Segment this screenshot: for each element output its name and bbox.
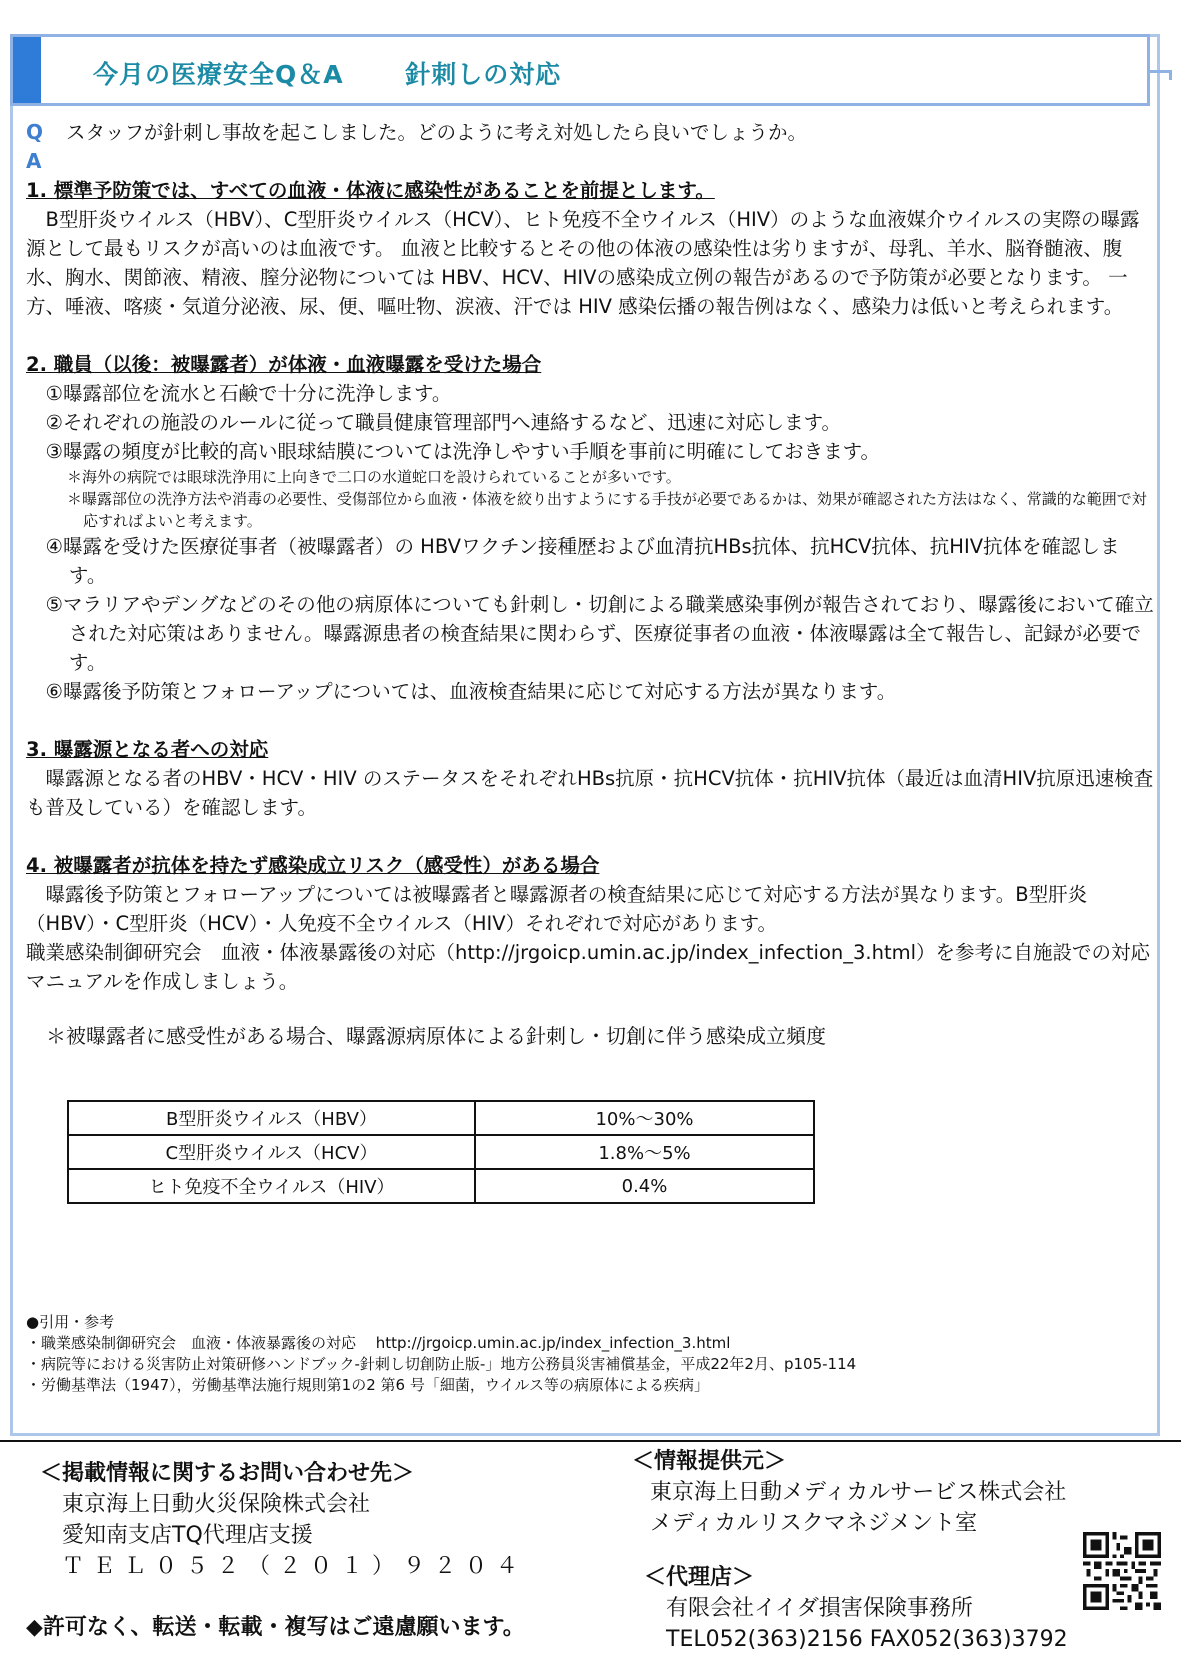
provider-company: 東京海上日動メディカルサービス株式会社 — [650, 1480, 1067, 1505]
title-banner — [10, 34, 1150, 106]
provider-dept: メディカルリスクマネジメント室 — [650, 1511, 978, 1536]
section-4-title: 4. 被曝露者が抗体を持たず感染成立リスク（感受性）がある場合 — [26, 854, 600, 877]
section-2-item-6: ⑥曝露後予防策とフォローアップについては、血液検査結果に応じて対応する方法が異なります。 — [45, 680, 897, 703]
section-2-item-2: ②それぞれの施設のルールに従って職員健康管理部門へ連絡するなど、迅速に対応します。 — [45, 411, 842, 434]
section-4 — [26, 851, 1156, 1051]
agency-name: 有限会社イイダ損害保険事務所 — [666, 1596, 973, 1621]
section-2 — [26, 350, 1156, 706]
infection-rate-table — [67, 1100, 815, 1204]
provider-heading: ＜情報提供元＞ — [632, 1449, 787, 1474]
section-4-body: 曝露後予防策とフォローアップについては被曝露者と曝露源者の検査結果に応じて対応する方法が異なります。B型肝炎（HBV）・C型肝炎（HCV）・人免疫不全ウイルス（HIV）それぞれで対応があります。 — [26, 883, 1088, 935]
table-cell-virus: C型肝炎ウイルス（HCV） — [68, 1135, 475, 1169]
section-3-body: 曝露源となる者のHBV・HCV・HIV のステータスをそれぞれHBs抗原・抗HCV抗体・抗HIV抗体（最近は血清HIV抗原迅速検査も普及している）を確認します。 — [26, 767, 1154, 819]
copy-warning: ◆許可なく、転送・転載・複写はご遠慮願います。 — [26, 1615, 525, 1640]
section-2-note-1: ＊海外の病院では眼球洗浄用に上向きで二口の水道蛇口を設けられていることが多いです。 — [67, 468, 681, 486]
section-2-item-4: ④曝露を受けた医療従事者（被曝露者）の HBVワクチン接種歴および血清抗HBs抗体、抗HCV抗体、抗HIV抗体を確認します。 — [45, 535, 1120, 587]
agency-heading: ＜代理店＞ — [644, 1565, 755, 1590]
reference-item: ・労働基準法（1947），労働基準法施行規則第1の2 第6 号「細菌，ウイルス等の病原体による疾病」 — [26, 1376, 709, 1394]
title-corner-tick — [1169, 70, 1172, 80]
section-4-body-2: 職業感染制御研究会 血液・体液暴露後の対応（http://jrgoicp.umin.ac.jp/index_infection_3.html）を参考に自施設での対応マニュアルを作成しましょう。 — [26, 941, 1151, 993]
question-line — [26, 118, 1156, 147]
section-2-note-2: ＊曝露部位の洗浄方法や消毒の必要性、受傷部位から血液・体液を絞り出すようにする手技が必要であるかは、効果が確認された方法はなく、常識的な範囲で対応すればよいと考えます。 — [67, 490, 1147, 530]
question-text: スタッフが針刺し事故を起こしました。どのように考え対処したら良いでしょうか。 — [66, 121, 808, 144]
section-3-title: 3. 曝露源となる者への対応 — [26, 738, 269, 761]
provider-block — [632, 1446, 1066, 1539]
footer-divider — [0, 1440, 1181, 1442]
reference-item: ・病院等における災害防止対策研修ハンドブック-針刺し切創防止版-」地方公務員災害補償基金，平成22年2月、p105-114 — [26, 1355, 857, 1373]
agency-block — [644, 1562, 1068, 1655]
table-caption: ＊被曝露者に感受性がある場合、曝露源病原体による針刺し・切創に伴う感染成立頻度 — [46, 1024, 826, 1048]
section-2-item-1: ①曝露部位を流水と石鹸で十分に洗浄します。 — [45, 382, 452, 405]
answer-mark: A — [26, 149, 42, 173]
reference-item: ・職業感染制御研究会 血液・体液暴露後の対応 http://jrgoicp.umin.ac.jp/index_infection_3.html — [26, 1334, 731, 1352]
table-cell-rate: 1.8%～5% — [475, 1135, 814, 1169]
references-heading: ●引用・参考 — [26, 1313, 115, 1331]
section-1-title: 1. 標準予防策では、すべての血液・体液に感染性があることを前提とします。 — [26, 179, 715, 202]
contact-branch: 愛知南支店TQ代理店支援 — [62, 1523, 313, 1548]
section-3 — [26, 735, 1156, 822]
main-content — [26, 118, 1156, 1051]
table-row — [68, 1169, 814, 1203]
agency-tel: TEL052(363)2156 FAX052(363)3792 — [666, 1627, 1068, 1652]
contact-block — [40, 1458, 527, 1582]
section-2-item-3: ③曝露の頻度が比較的高い眼球結膜については洗浄しやすい手順を事前に明確にしておきます。 — [45, 440, 881, 463]
page-title: 今月の医療安全Q＆A 針刺しの対応 — [93, 60, 562, 89]
section-2-title: 2. 職員（以後：被曝露者）が体液・血液曝露を受けた場合 — [26, 353, 542, 376]
table-row — [68, 1101, 814, 1135]
contact-heading: ＜掲載情報に関するお問い合わせ先＞ — [40, 1461, 415, 1486]
table-row — [68, 1135, 814, 1169]
references — [26, 1312, 856, 1396]
table-cell-rate: 0.4% — [475, 1169, 814, 1203]
contact-company: 東京海上日動火災保険株式会社 — [62, 1492, 371, 1517]
contact-tel: ＴＥＬ０５２（２０１）９２０４ — [62, 1554, 528, 1579]
question-mark: Q — [26, 120, 44, 144]
table-cell-rate: 10%～30% — [475, 1101, 814, 1135]
section-1 — [26, 176, 1156, 321]
table-cell-virus: ヒト免疫不全ウイルス（HIV） — [68, 1169, 475, 1203]
qr-code-icon[interactable] — [1083, 1532, 1161, 1610]
section-1-body: B型肝炎ウイルス（HBV）、C型肝炎ウイルス（HCV）、ヒト免疫不全ウイルス（HIV）のような血液媒介ウイルスの実際の曝露源として最もリスクが高いのは血液です。 血液と比較するとその他の体液の感染性は劣りますが、母乳、羊水、脳脊髄液、腹水、胸水、関節液、精液、膣分泌物については HBV、HCV、HIVの感染成立例の報告があるので予防策が必要となります。 一方、唾液、喀痰・気道分泌液、尿、便、嘔吐物、涙液、汗では HIV 感染伝播の報告例はなく、感染力は低いと考えられます。 — [26, 208, 1140, 318]
section-2-item-5: ⑤マラリアやデングなどのその他の病原体についても針刺し・切創による職業感染事例が報告されており、曝露後において確立された対応策はありません。曝露源患者の検査結果に関わらず、医療従事者の血液・体液曝露は全て報告し、記録が必要です。 — [45, 593, 1154, 674]
title-accent-bar — [13, 37, 41, 103]
table-cell-virus: B型肝炎ウイルス（HBV） — [68, 1101, 475, 1135]
